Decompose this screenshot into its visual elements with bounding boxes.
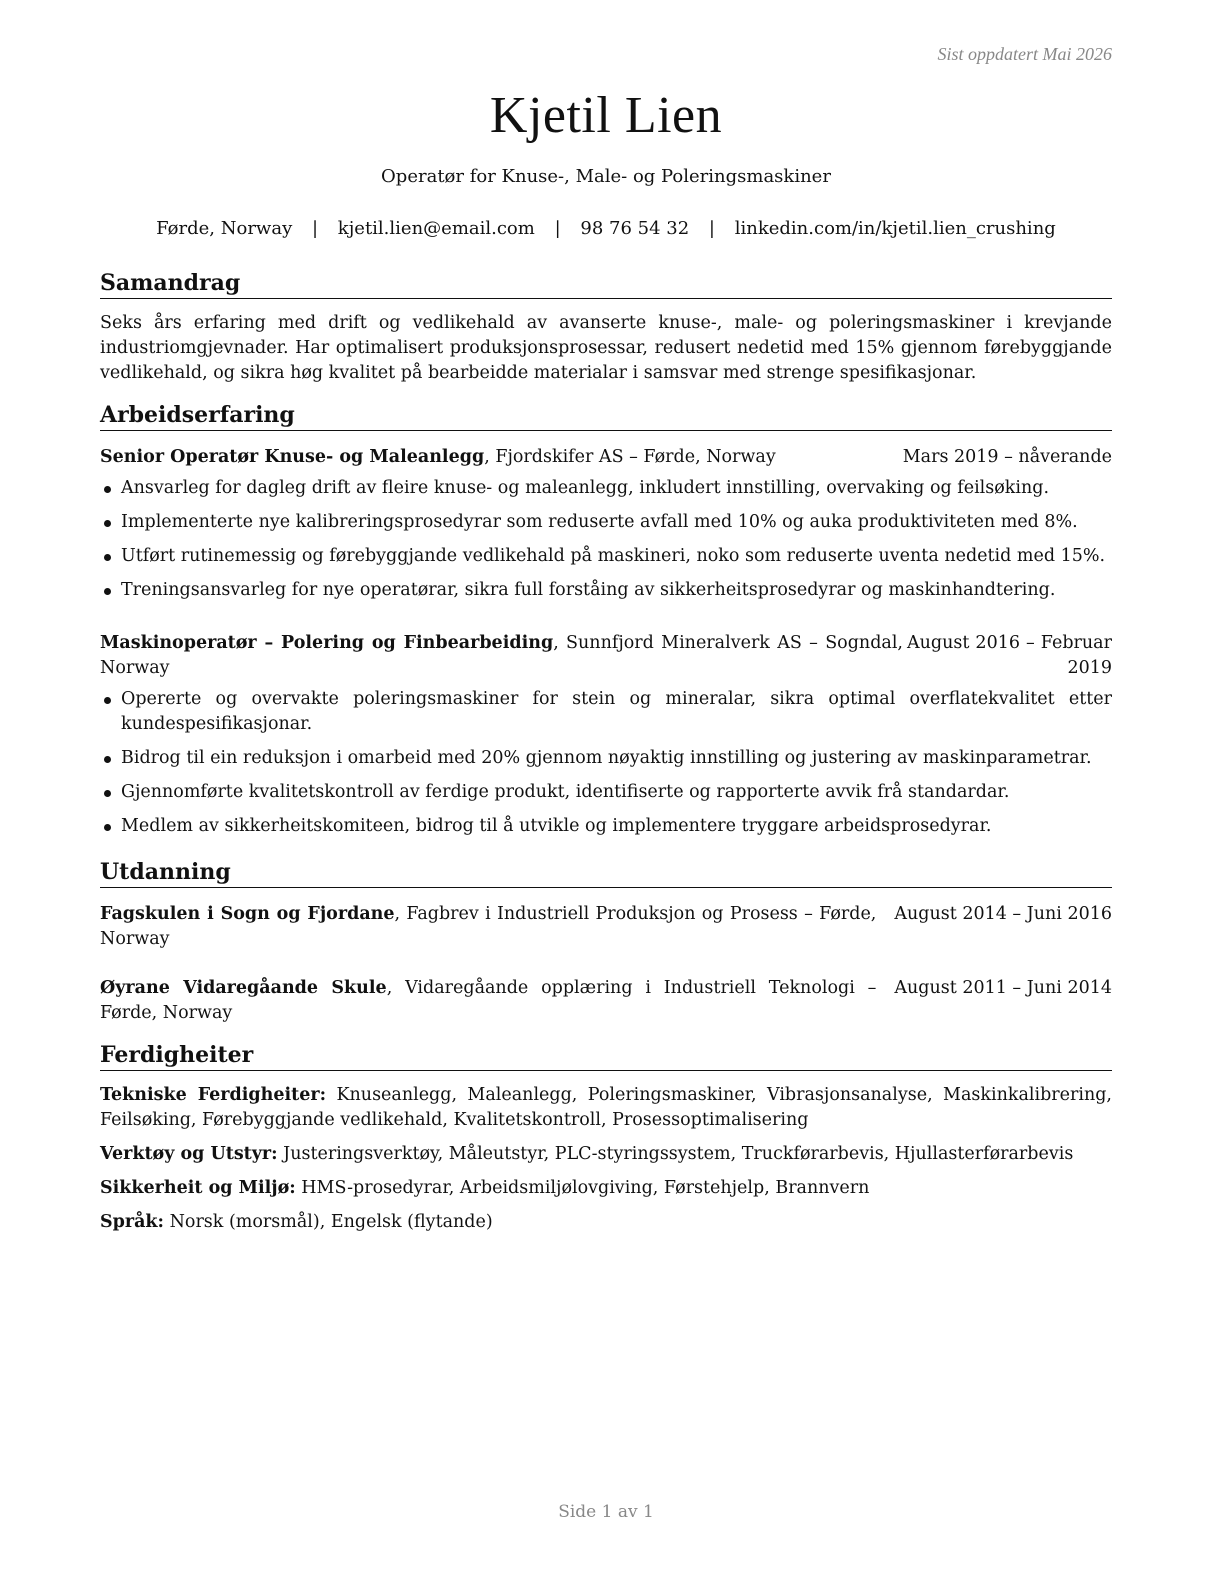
skill-group [100, 1176, 1112, 1201]
skill-value: Knuseanlegg, Maleanlegg, Poleringsmaskiner, Vibrasjonsanalyse, Maskinkalibrering, Feilsøking, Førebyggjande vedlikehald, Kvalitetskontroll, Prosessoptimalisering [100, 1085, 1112, 1130]
last-updated: Sist oppdatert Mai 2026 [937, 44, 1112, 64]
job-company: , Sunnfjord Mineralverk AS – Sogndal, Norway [100, 633, 903, 678]
candidate-name: Kjetil Lien [489, 87, 723, 144]
education-entry [100, 976, 1112, 1026]
skill-label: Verktøy og Utstyr: [100, 1144, 278, 1164]
job-dates: Mars 2019 – nåverande [902, 447, 1112, 467]
contact-email[interactable]: kjetil.lien@email.com [337, 218, 535, 239]
job-role: Maskinoperatør – Polering og Finbearbeiding [100, 633, 554, 653]
list-item: Opererte og overvakte poleringsmaskiner for stein og mineralar, sikra optimal overflatekvalitet etter kundespesifikasjonar. [100, 687, 1112, 737]
contact-separator: | [311, 218, 319, 239]
education-entry [100, 902, 1112, 952]
job-title: Operatør for Knuse-, Male- og Poleringsmaskiner [381, 166, 831, 187]
job-header [100, 631, 1112, 681]
skill-label: Språk: [100, 1212, 165, 1232]
contact-separator: | [554, 218, 561, 239]
list-item: Bidrog til ein reduksjon i omarbeid med 20% gjennom nøyaktig innstilling og justering av maskinparametrar. [100, 746, 1112, 771]
section-title-skills: Ferdigheiter [100, 1040, 1112, 1071]
skill-group [100, 1083, 1112, 1133]
education-detail: , Fagbrev i Industriell Produksjon og Prosess – Førde, Norway [100, 904, 877, 949]
contact-separator: | [708, 218, 715, 239]
education-school: Fagskulen i Sogn og Fjordane [100, 904, 395, 924]
contact-location: Førde, Norway [156, 218, 293, 239]
job-bullets [100, 687, 1112, 839]
education-dates: August 2011 – Juni 2014 [894, 978, 1112, 998]
job-entry [100, 445, 1112, 603]
contact-phone: 98 76 54 32 [580, 218, 690, 239]
job-entry [100, 631, 1112, 839]
skill-value: Norsk (morsmål), Engelsk (flytande) [164, 1212, 493, 1232]
section-title-education: Utdanning [100, 857, 1112, 888]
list-item: Treningsansvarleg for nye operatørar, sikra full forståing av sikkerheitsprosedyrar og maskinhandtering. [100, 578, 1112, 603]
education-dates: August 2014 – Juni 2016 [894, 904, 1112, 924]
skill-group [100, 1142, 1112, 1167]
education-school: Øyrane Vidaregåande Skule [100, 978, 387, 998]
skill-label: Tekniske Ferdigheiter: [100, 1085, 327, 1105]
education-detail: , Vidaregåande opplæring i Industriell Teknologi – Førde, Norway [100, 978, 877, 1023]
summary-text: Seks års erfaring med drift og vedlikehald av avanserte knuse-, male- og poleringsmaskiner i krevjande industriomgjevnader. Har optimalisert produksjonsprosessar, redusert nedetid med 15% gjennom førebyggjande vedlikehald, og sikra høg kvalitet på bearbeidde materialar i samsvar med strenge spesifikasjonar. [100, 313, 1112, 383]
list-item: Ansvarleg for dagleg drift av fleire knuse- og maleanlegg, inkludert innstilling, overvaking og feilsøking. [100, 476, 1112, 501]
skill-label: Sikkerheit og Miljø: [100, 1178, 296, 1198]
section-title-experience: Arbeidserfaring [100, 400, 1112, 431]
list-item: Gjennomførte kvalitetskontroll av ferdige produkt, identifiserte og rapporterte avvik frå standardar. [100, 780, 1112, 805]
list-item: Implementerte nye kalibreringsprosedyrar som reduserte avfall med 10% og auka produktiviteten med 8%. [100, 510, 1112, 535]
section-title-summary: Samandrag [100, 268, 1112, 299]
resume-content [100, 268, 1112, 1235]
skill-group [100, 1210, 1112, 1235]
contact-linkedin[interactable]: linkedin.com/in/kjetil.lien_crushing [734, 218, 1056, 239]
job-dates: August 2016 – Februar 2019 [907, 633, 1112, 678]
list-item: Medlem av sikkerheitskomiteen, bidrog til å utvikle og implementere tryggare arbeidsprosedyrar. [100, 814, 1112, 839]
resume-page [100, 0, 1112, 1584]
job-role: Senior Operatør Knuse- og Maleanlegg [100, 447, 485, 467]
skill-value: HMS-prosedyrar, Arbeidsmiljølovgiving, Førstehjelp, Brannvern [295, 1178, 870, 1198]
job-header [100, 445, 1112, 470]
skill-value: Justeringsverktøy, Måleutstyr, PLC-styringssystem, Truckførarbevis, Hjullasterførarbevis [277, 1144, 1074, 1164]
job-bullets [100, 476, 1112, 603]
contact-line [100, 218, 1112, 239]
job-company: , Fjordskifer AS – Førde, Norway [484, 447, 776, 467]
list-item: Utført rutinemessig og førebyggjande vedlikehald på maskineri, noko som reduserte uventa nedetid med 15%. [100, 544, 1112, 569]
page-number: Side 1 av 1 [558, 1502, 654, 1522]
